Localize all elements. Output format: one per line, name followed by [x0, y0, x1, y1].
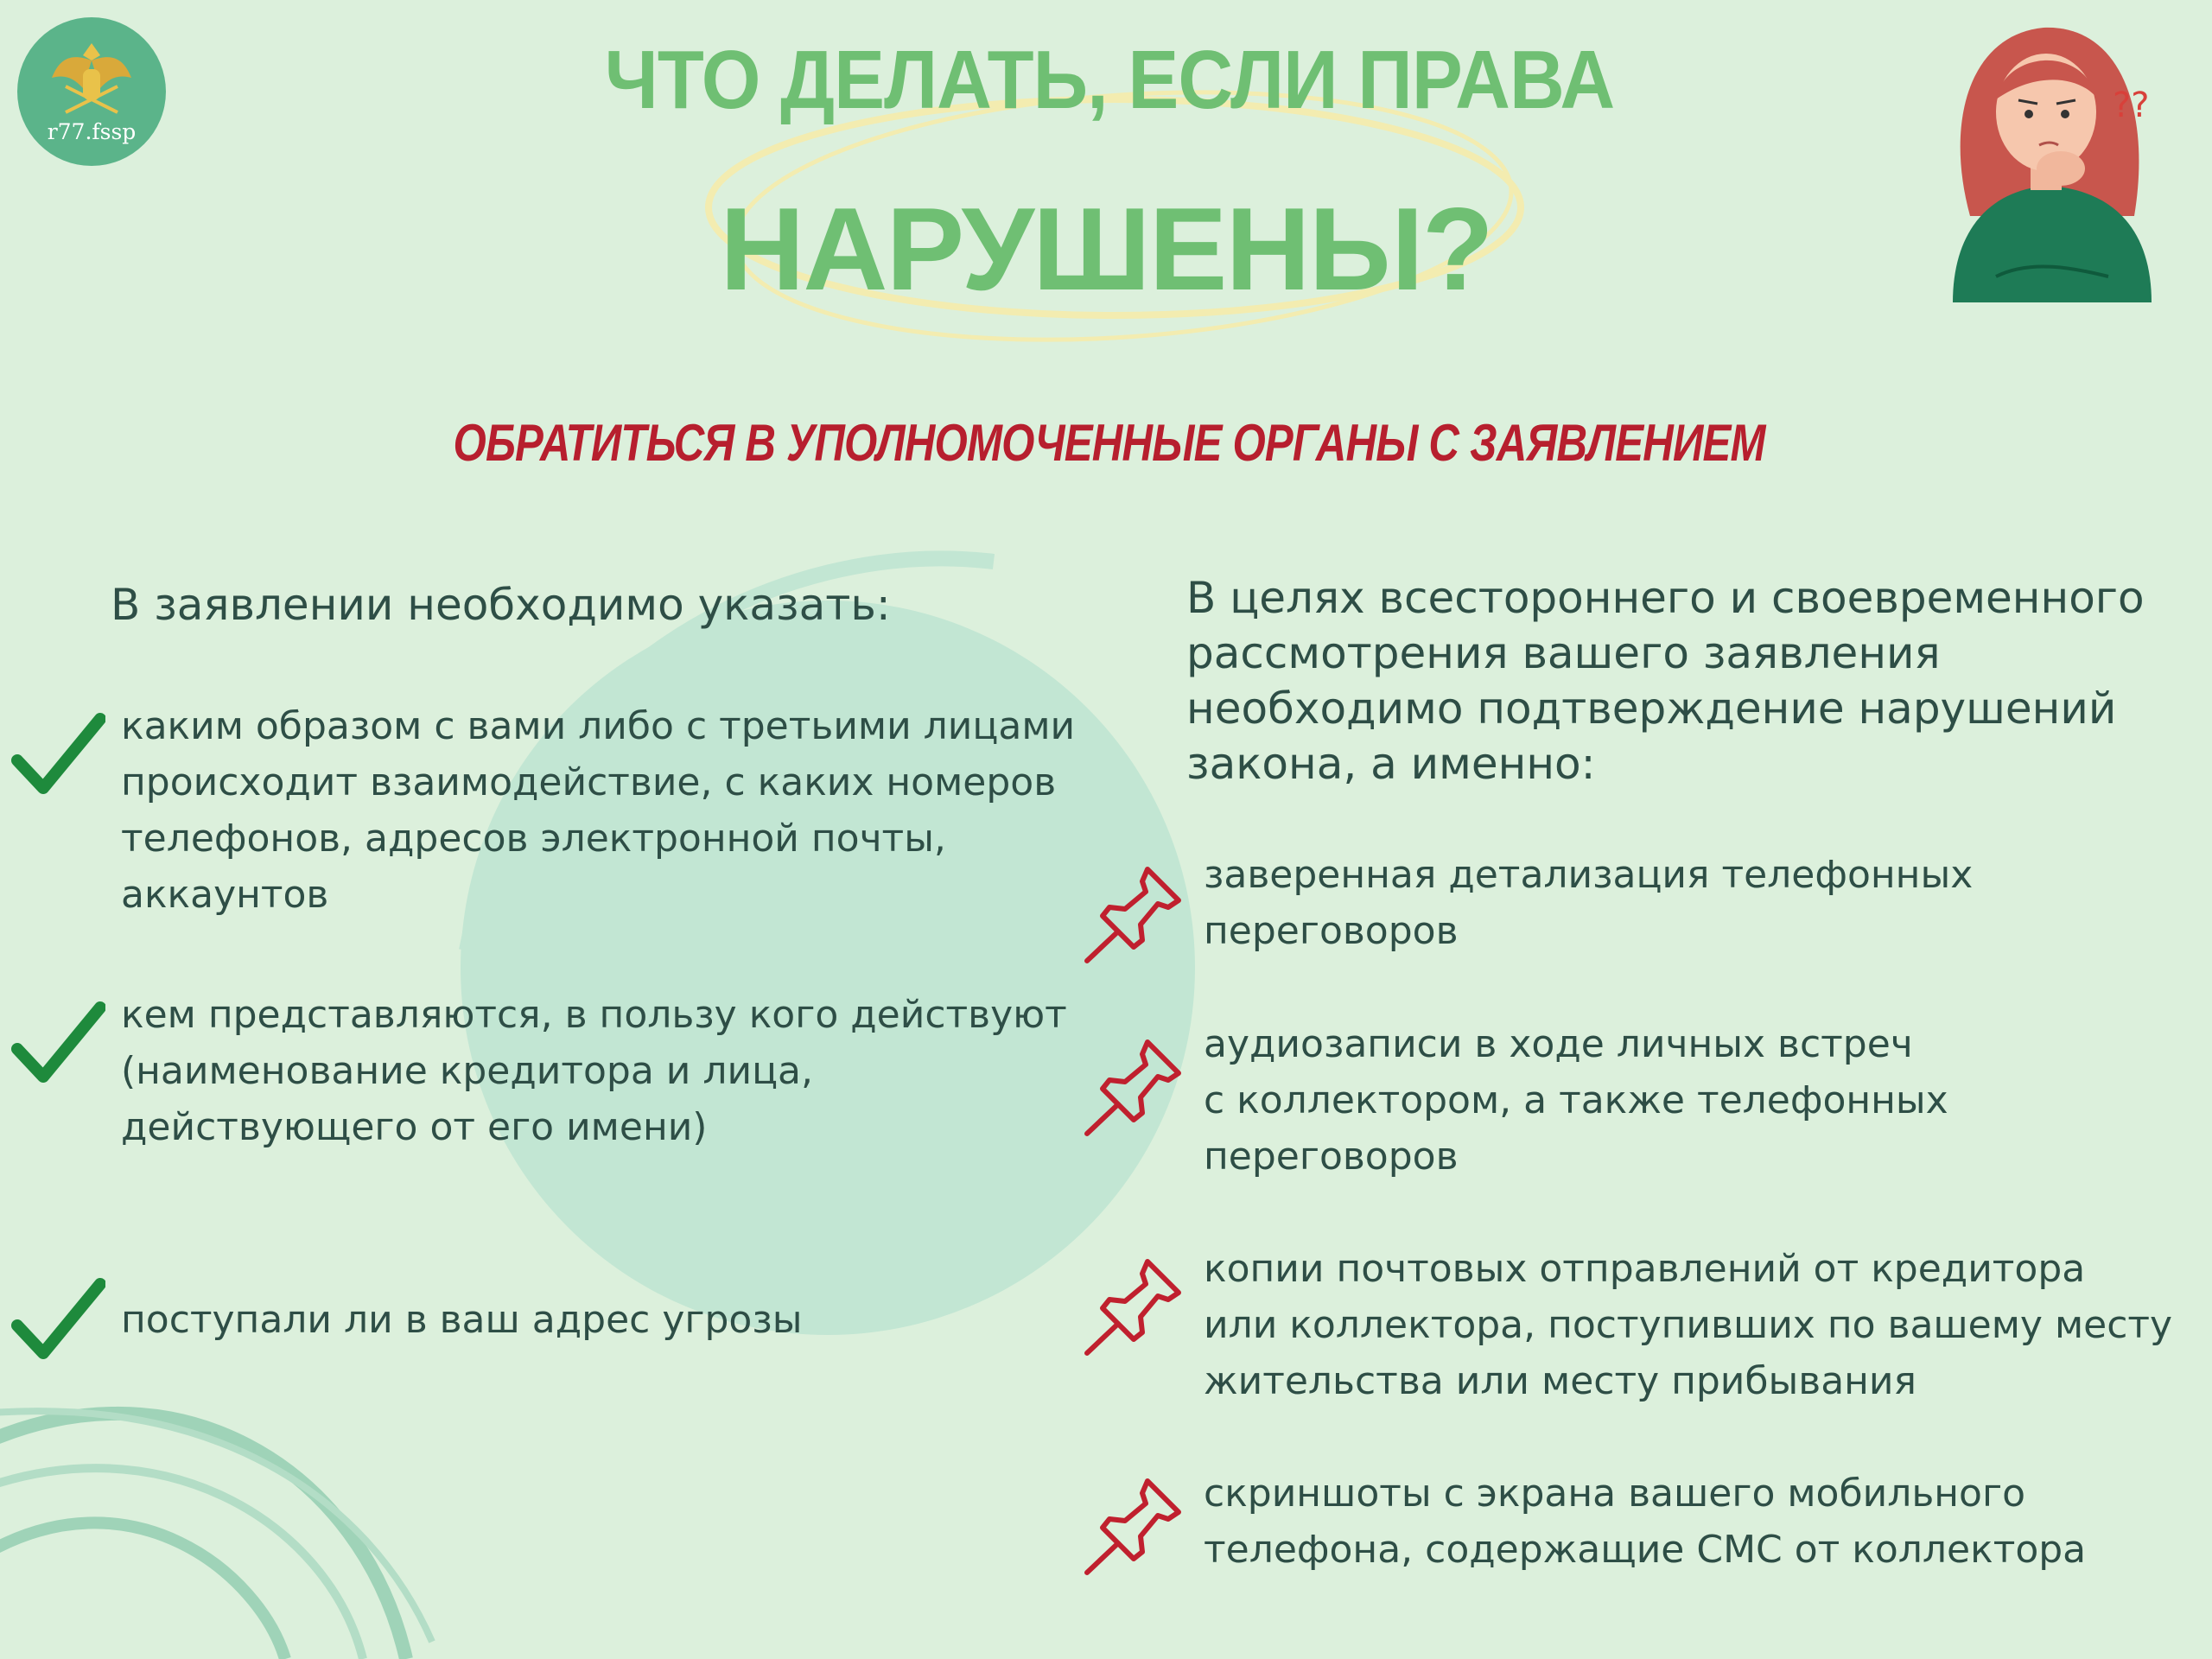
checkmark-icon — [10, 1275, 105, 1362]
svg-text:??: ?? — [2113, 86, 2150, 125]
pushpin-icon — [1082, 1474, 1185, 1578]
right-item-3: копии почтовых отправлений от кредитора или коллектора, поступивших по вашему месту жительства или месту прибывания — [1204, 1247, 2173, 1403]
subtitle: ОБРАТИТЬСЯ В УПОЛНОМОЧЕННЫЕ ОРГАНЫ С ЗАЯВЛЕНИЕМ — [453, 414, 1765, 472]
pushpin-icon — [1082, 1035, 1185, 1139]
logo-caption: r77.fssp — [47, 119, 137, 144]
page-title-line2: НАРУШЕНЫ? — [720, 183, 1492, 315]
right-item-2: аудиозаписи в ходе личных встреч с коллектором, а также телефонных переговоров — [1204, 1022, 1948, 1179]
thinking-girl-illustration — [1936, 17, 2186, 320]
left-heading: В заявлении необходимо указать: — [111, 580, 891, 630]
left-item-2: кем представляются, в пользу кого действуют (наименование кредитора и лица, действующего от его имени) — [121, 993, 1067, 1149]
right-heading: В целях всестороннего и своевременного рассмотрения вашего заявления необходимо подтверждение нарушений закона, а именно: — [1186, 573, 2145, 789]
pushpin-icon — [1082, 1255, 1185, 1358]
left-item-3: поступали ли в ваш адрес угрозы — [121, 1298, 803, 1342]
right-item-4: скриншоты с экрана вашего мобильного телефона, содержащие СМС от коллектора — [1204, 1471, 2087, 1572]
checkmark-icon — [10, 710, 105, 797]
left-item-1: каким образом с вами либо с третьими лицами происходит взаимодействие, с каких номеров телефонов, адресов электронной почты, аккаунтов — [121, 704, 1076, 917]
right-item-1: заверенная детализация телефонных переговоров — [1204, 853, 1974, 953]
page-title-line1: ЧТО ДЕЛАТЬ, ЕСЛИ ПРАВА — [604, 34, 1615, 126]
pushpin-icon — [1082, 862, 1185, 966]
checkmark-icon — [10, 999, 105, 1085]
